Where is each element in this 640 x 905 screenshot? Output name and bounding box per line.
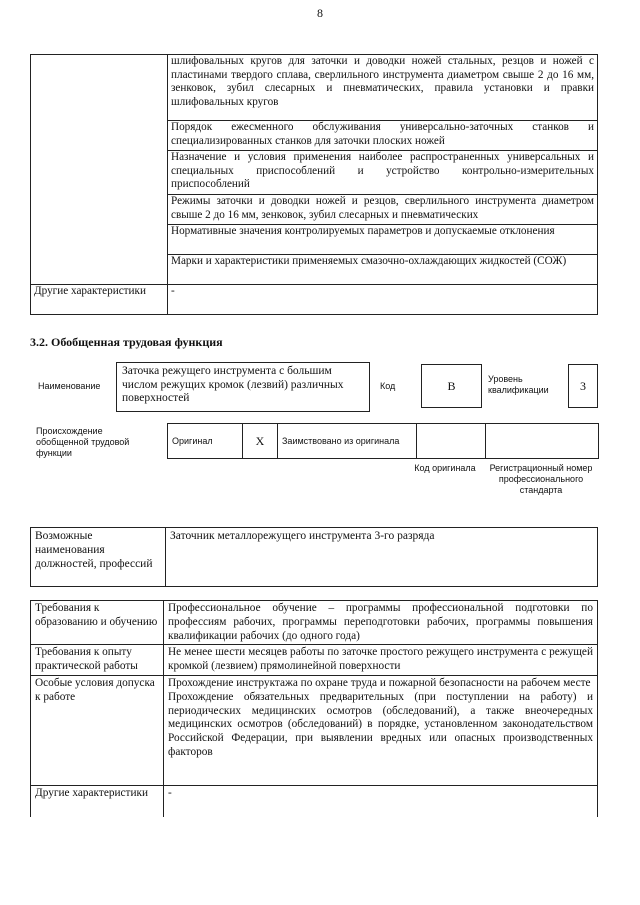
requirement-line: Прохождение обязательных предварительных (при поступлении на работу) и периодических медицинских осмотров (обследований), а также внеочередных медицинских осмотров (обследований) в порядке, установленном законодательством Российской Федерации, при выявлении вредных или опасных производственных факторов: [168, 690, 593, 758]
positions-label: Возможные наименования должностей, профессий: [31, 528, 166, 587]
table-cell-text: -: [168, 285, 598, 315]
requirement-line: Прохождение инструктажа по охране труда и пожарной безопасности на рабочем месте: [168, 676, 591, 689]
reg-number-cell: [486, 424, 599, 459]
table-cell-text: шлифовальных кругов для заточки и доводки ножей стальных, резцов и ножей с пластинами твердого сплава, сверлильного инструмента диаметром свыше 2 до 16 мм, зенковок, зубил слесарных и пневматических, правила установки и правки шлифовальных кругов: [168, 55, 598, 121]
table-cell-text: Нормативные значения контролируемых параметров и допускаемые отклонения: [168, 225, 598, 255]
code-original-label: Код оригинала: [414, 463, 476, 473]
table-cell-label: Другие характеристики: [31, 285, 168, 315]
requirement-label: Требования к образованию и обучению: [31, 601, 164, 645]
requirement-label: Требования к опыту практической работы: [31, 645, 164, 676]
qualification-level: 3: [568, 364, 598, 408]
requirement-label: Особые условия допуска к работе: [31, 675, 164, 785]
requirement-text: [164, 675, 598, 785]
origin-label: Происхождение обобщенной трудовой функции: [36, 426, 130, 458]
section-title: 3.2. Обобщенная трудовая функция: [30, 335, 223, 349]
table-cell-text: Марки и характеристики применяемых смазочно-охлаждающих жидкостей (СОЖ): [168, 255, 598, 285]
function-code: B: [421, 364, 482, 408]
original-label: Оригинал: [168, 424, 243, 459]
function-name: Заточка режущего инструмента с большим числом режущих кромок (лезвий) различных поверхностей: [116, 362, 370, 412]
code-original-cell: [417, 424, 486, 459]
reg-number-label: Регистрационный номер профессионального стандарта: [489, 463, 593, 495]
level-label: Уровень квалификации: [488, 374, 549, 395]
table-cell-text: Режимы заточки и доводки ножей и резцов, сверлильного инструмента диаметром свыше 2 до 16 мм, зенковок, зубил слесарных и пневматических: [168, 195, 598, 225]
table-cell-empty: [31, 55, 168, 285]
original-mark: X: [243, 424, 278, 459]
knowledge-table: [30, 54, 598, 315]
requirement-label: Другие характеристики: [31, 785, 164, 817]
requirement-text: -: [164, 785, 598, 817]
positions-value: Заточник металлорежущего инструмента 3-го разряда: [166, 528, 598, 587]
requirement-text: Профессиональное обучение – программы профессиональной подготовки по профессиям рабочих, программы переподготовки рабочих, программы повышения квалификации рабочих (до одного года): [164, 601, 598, 645]
page-number: 8: [317, 6, 323, 20]
borrowed-label: Заимствовано из оригинала: [278, 424, 417, 459]
requirements-table: [30, 600, 598, 817]
origin-table: [167, 423, 599, 459]
table-cell-text: Назначение и условия применения наиболее распространенных универсальных и специальных приспособлений и устройство контрольно-измерительных приспособлений: [168, 151, 598, 195]
table-cell-text: Порядок ежесменного обслуживания универсально-заточных станков и специализированных станков для заточки плоских ножей: [168, 121, 598, 151]
positions-table: [30, 527, 598, 587]
code-label: Код: [380, 381, 396, 391]
requirement-text: Не менее шести месяцев работы по заточке простого режущего инструмента с режущей кромкой (лезвием) прямолинейной поверхности: [164, 645, 598, 676]
name-label: Наименование: [38, 381, 101, 391]
